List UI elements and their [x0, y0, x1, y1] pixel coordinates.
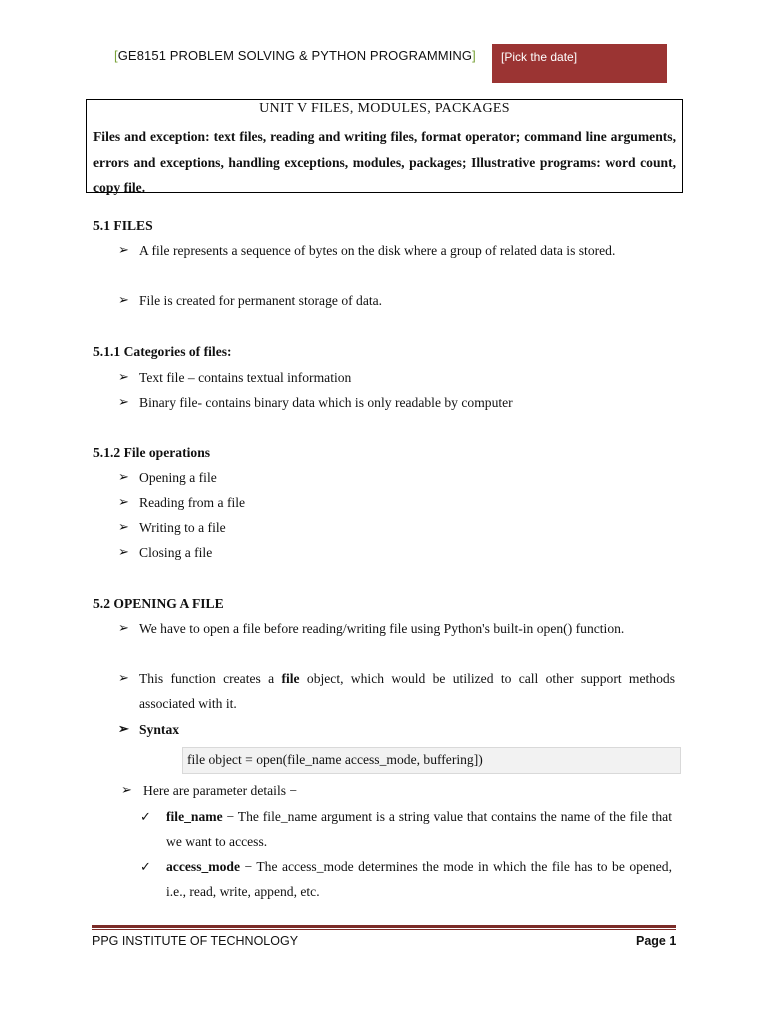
param-item — [166, 804, 672, 855]
bullet-text — [139, 666, 675, 717]
arrow-bullet-icon: ➢ — [118, 519, 129, 534]
bullet-text: We have to open a file before reading/writing file using Python's built-in open() function. — [139, 621, 625, 636]
arrow-bullet-icon: ➢ — [118, 242, 129, 257]
param-desc: − The access_mode determines the mode in which the file has to be opened, i.e., read, write, append, etc. — [166, 859, 673, 900]
bullet-text-bold: file — [281, 671, 300, 686]
unit-title: UNIT V FILES, MODULES, PACKAGES — [259, 101, 510, 116]
unit-summary-box — [86, 99, 683, 193]
arrow-bullet-icon: ➢ — [118, 292, 129, 307]
bullet-text-part: object, which would be utilized to call other support methods associated with it. — [139, 671, 675, 712]
bullet-text: Opening a file — [139, 470, 217, 485]
header-title — [114, 48, 476, 63]
section-heading-5-1: 5.1 FILES — [93, 218, 153, 233]
arrow-bullet-icon: ➢ — [118, 670, 129, 685]
footer-rule-thin — [92, 929, 676, 930]
bullet-text: Binary file- contains binary data which is only readable by computer — [139, 395, 513, 410]
arrow-bullet-icon: ➢ — [118, 620, 129, 635]
date-picker-field[interactable]: [Pick the date] — [492, 44, 667, 83]
param-desc: − The file_name argument is a string value that contains the name of the file that we want to access. — [166, 809, 672, 850]
unit-description: Files and exception: text files, reading and writing files, format operator; command line arguments, errors and exceptions, handling exceptions, modules, packages; Illustrative programs: word count, copy file. — [93, 129, 676, 195]
bullet-text: Text file – contains textual information — [139, 370, 352, 385]
footer-rule — [92, 925, 676, 928]
arrow-bullet-icon: ➢ — [121, 782, 132, 797]
course-title: GE8151 PROBLEM SOLVING & PYTHON PROGRAMMING — [117, 48, 473, 63]
bracket-close: ] — [472, 48, 476, 63]
arrow-bullet-icon: ➢ — [118, 369, 129, 384]
syntax-code-box: file object = open(file_name access_mode, buffering]) — [182, 747, 681, 774]
param-name: file_name — [166, 809, 223, 824]
section-heading-5-1-2: 5.1.2 File operations — [93, 445, 211, 460]
syntax-label: Syntax — [139, 722, 180, 737]
footer-page-number: Page 1 — [636, 934, 677, 948]
bullet-text: Writing to a file — [139, 520, 226, 535]
param-name: access_mode — [166, 859, 240, 874]
arrow-bullet-icon: ➢ — [118, 494, 129, 509]
param-intro: Here are parameter details − — [143, 783, 298, 798]
bullet-text-part: This function creates a — [139, 671, 275, 686]
bullet-text: Closing a file — [139, 545, 213, 560]
arrow-bullet-icon: ➢ — [118, 721, 129, 736]
check-bullet-icon: ✓ — [140, 859, 151, 874]
check-bullet-icon: ✓ — [140, 809, 151, 824]
footer-institute: PPG INSTITUTE OF TECHNOLOGY — [92, 934, 299, 948]
bullet-text: File is created for permanent storage of data. — [139, 293, 383, 308]
arrow-bullet-icon: ➢ — [118, 394, 129, 409]
section-heading-5-1-1: 5.1.1 Categories of files: — [93, 344, 232, 359]
arrow-bullet-icon: ➢ — [118, 469, 129, 484]
bullet-text: A file represents a sequence of bytes on the disk where a group of related data is stored. — [139, 243, 616, 258]
bullet-text: Reading from a file — [139, 495, 246, 510]
section-heading-5-2: 5.2 OPENING A FILE — [93, 596, 224, 611]
param-item — [166, 854, 672, 905]
arrow-bullet-icon: ➢ — [118, 544, 129, 559]
bracket-open: [ — [114, 48, 118, 63]
